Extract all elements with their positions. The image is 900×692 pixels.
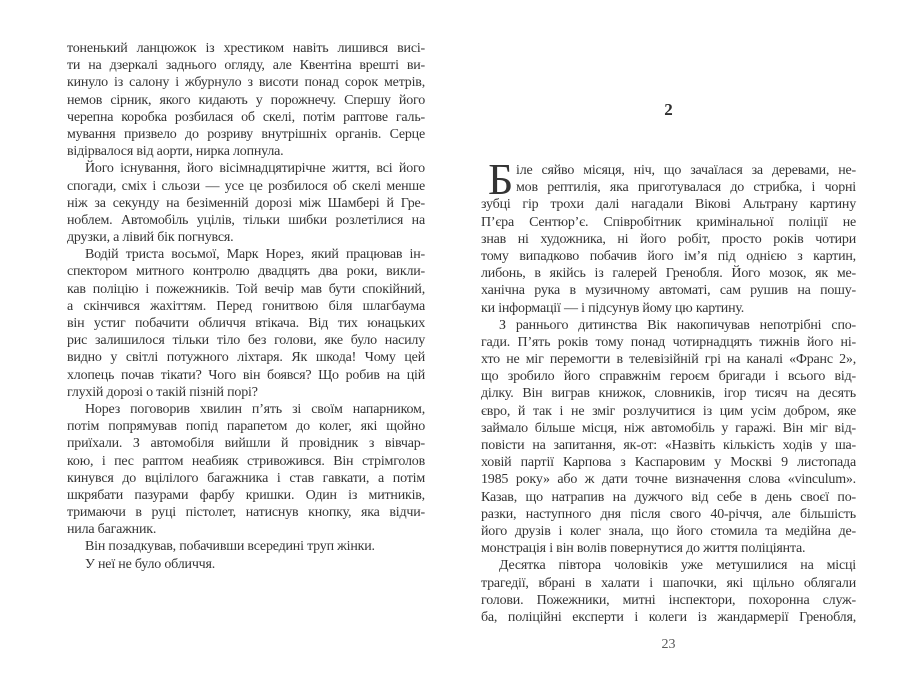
text-line: либонь, в якійсь із галерей Гренобля. Його мозок, як ме- [481, 266, 856, 282]
text-line: рис залишилося тільки тіло без голови, яке було насилу [67, 333, 425, 349]
text-line: ба, поліційні експерти і колеги із жандармерії Гренобля, [481, 609, 856, 625]
text-line: ховій партії Карпова з Каспаровим у Москві 9 листопада [481, 455, 856, 471]
text-line: разки, наступного дня після свого 40-річчя, але більшість [481, 506, 856, 522]
text-line: Норез поговорив хвилин п’ять зі своїм напарником, [85, 401, 425, 417]
text-line: друзки, а лівий бік погнувся. [67, 230, 234, 246]
text-line: зубці гір трохи далі нагадали Вікові Альтрану картину [481, 197, 856, 213]
text-line: кинувся до вцілілого багажника і став гавкати, а потім [67, 470, 425, 486]
text-line: хлопець почав тікати? Чого він боявся? Що робив на цій [67, 367, 425, 383]
text-line: ханічна рука в музичному автоматі, сам рушив на пошу- [481, 283, 856, 299]
text-line: монстрація і він волів повернутися до життя поліціянта. [481, 541, 806, 557]
text-line: знав ні художника, ні його робіт, просто років чотири [481, 231, 856, 247]
page-right [481, 0, 856, 692]
text-line: спогади, сміх і сльози — усе це розбилося об скелі менше [67, 178, 425, 194]
text-line: трагедії, вбрані в халати і шапочки, які щільно облягали [481, 575, 856, 591]
text-line: кав поліцію і пожежників. Той вечір мав бути спокійний, [67, 281, 425, 297]
text-line: видно у світлі потужного ліхтаря. Як шкода! Чому цей [67, 350, 425, 366]
text-line: євро, й так і не зміг розлучитися із цим усім добром, яке [481, 403, 856, 419]
text-line: кинуло із салону і жбурнуло з висоти понад сорок метрів, [67, 75, 425, 91]
text-line: З раннього дитинства Вік накопичував непотрібні спо- [499, 317, 856, 333]
text-line: відірвалося від аорти, нирка лопнула. [67, 144, 284, 160]
page-left [67, 40, 425, 573]
text-line: глухій дорозі о такій пізній порі? [67, 384, 258, 400]
text-line: потім попрямував попід парапетом до колег, які щойно [67, 419, 425, 435]
text-line: він устиг побачити обличчя втікача. Від тих юнацьких [67, 316, 425, 331]
text-line: ділку. Він виграв книжок, словників, ігор тисяч на десять [481, 386, 856, 402]
text-line: немов сірник, якого кидають у порожнечу. Спершу його [67, 92, 425, 108]
text-line: його друзів і колег знала, що його стомила та медійна де- [481, 523, 856, 539]
text-line: Десятка півтора чоловіків уже метушилися на місці [499, 558, 856, 574]
text-line: іле сяйво місяця, ніч, що зачаїлася за деревами, не- [516, 163, 856, 178]
text-line: ки інформації — і підсунув йому цю картину. [481, 300, 745, 316]
text-line: У неї не було обличчя. [85, 556, 216, 572]
text-line: Його існування, його вісімнадцятирічне життя, всі його [85, 161, 425, 177]
text-line: гади. П’ять років тому понад чотирнадцять тижнів його ні- [481, 334, 856, 350]
text-line: приїхали. З автомобіля вийшли й провідник з вівчар- [67, 436, 425, 452]
text-line: нила багажник. [67, 522, 157, 538]
text-line: тому випадково побачив його ім’я під однією з картин, [481, 248, 856, 264]
text-line: тоненький ланцюжок із хрестиком навіть лишився висі- [67, 41, 425, 56]
text-line: мування призвело до розриву внутрішніх органів. Серце [67, 126, 425, 142]
page-number: 23 [661, 637, 676, 652]
text-line: Він позадкував, побачивши всередині труп жінки. [85, 539, 375, 555]
text-line: повісти на запитання, як-от: «Назвіть кількість ходів у ша- [481, 438, 856, 453]
text-line: мов рептилія, яка приготувалася до стрибка, і чорні [516, 180, 856, 196]
text-line: кою, і пес раптом неабияк стривожився. Він стрімголов [67, 453, 425, 469]
text-line: шкрябати пазурами фарбу кришки. Один із митників, [67, 487, 425, 503]
text-line: спектором митного контролю двадцять два роки, викли- [67, 264, 425, 280]
text-line: черепна коробка розбилася об скелі, потім раптове галь- [67, 109, 425, 125]
text-line: що зробило його справжнім героєм бригади і всього від- [481, 369, 856, 385]
text-line: голови. Пожежники, митні інспектори, похоронна служ- [481, 592, 856, 608]
text-line: хто не міг перемогти в телевізійній грі на каналі «Франс 2», [481, 352, 856, 368]
chapter-number: 2 [664, 100, 673, 119]
text-line: Водій триста восьмої, Марк Норез, який працював ін- [85, 247, 425, 263]
text-line: П’єра Сентюр’є. Співробітник кримінальної поліції не [481, 214, 856, 230]
text-line: тримаючи в руці пістолет, натиснув кнопку, яка відчи- [67, 505, 425, 521]
text-line: 1985 року» або ж дати точне визначення слова «vinculum». [481, 472, 856, 488]
text-line: ноблем. Автомобіль уцілів, тільки шибки розлетілися на [67, 212, 425, 228]
drop-cap: Б [488, 155, 514, 204]
page-left-text [67, 40, 425, 573]
text-line: ти на дзеркалі заднього огляду, але Квентіна врешті ви- [67, 58, 425, 74]
text-line: займало більше місця, ніж автомобіль у гаражі. Він міг від- [481, 420, 856, 436]
text-line: ніж за секунду на безіменній дорозі між Шамбері й Гре- [67, 195, 425, 211]
text-line: а скінчився жахіттям. Перед гонитвою біля шлагбаума [67, 298, 425, 314]
page-right-text [481, 155, 856, 626]
text-line: Казав, що натрапив на дужчого від себе в день своєї по- [481, 489, 856, 505]
